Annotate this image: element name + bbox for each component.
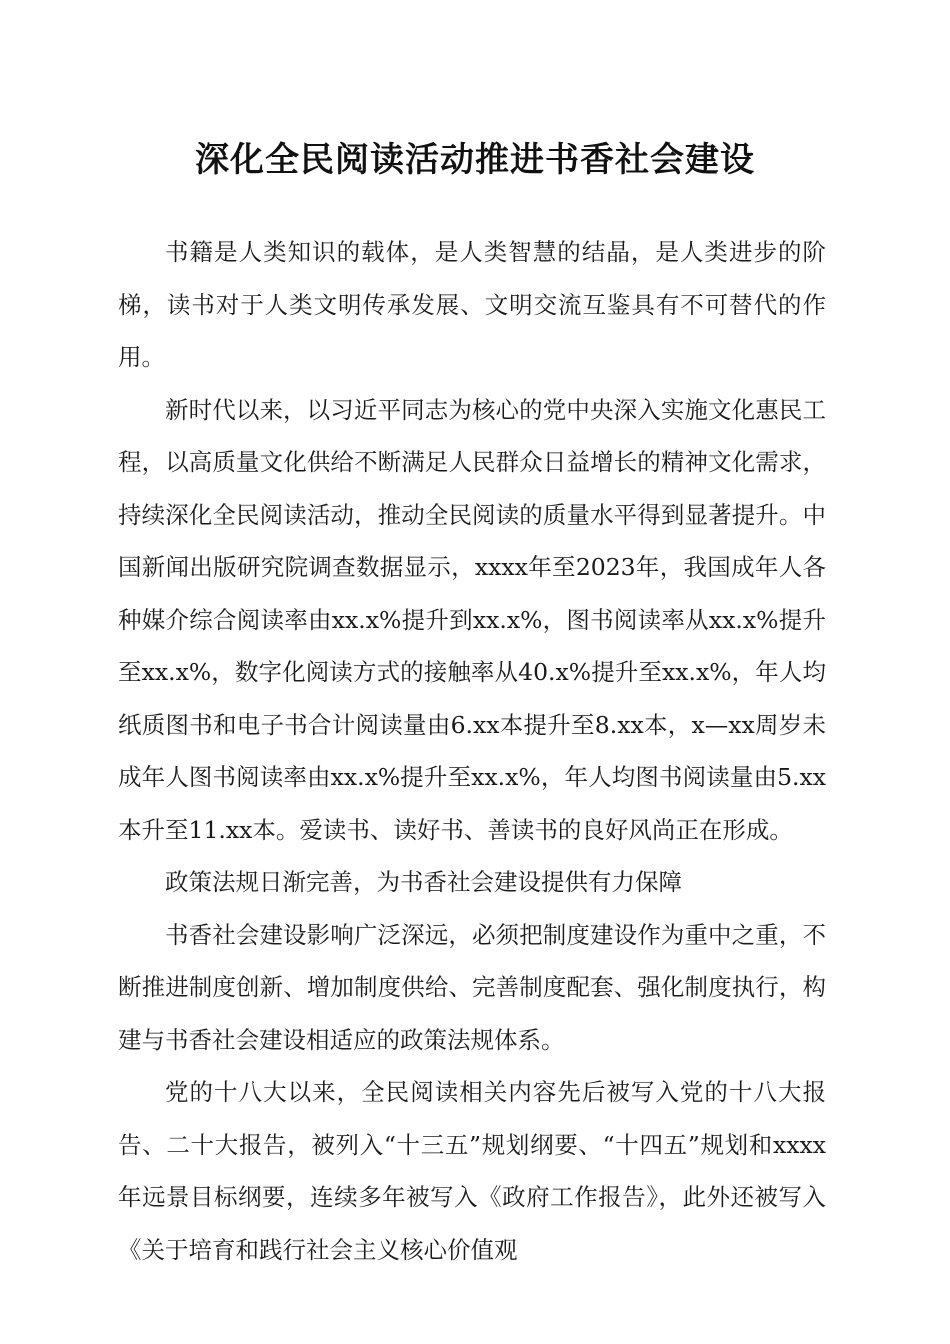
- paragraph: 书籍是人类知识的载体，是人类智慧的结晶，是人类进步的阶梯，读书对于人类文明传承发展、文明交流互鉴具有不可替代的作用。: [118, 238, 826, 371]
- document-title: 深化全民阅读活动推进书香社会建设: [195, 140, 755, 180]
- document-body: [118, 226, 826, 1276]
- paragraph: 党的十八大以来，全民阅读相关内容先后被写入党的十八大报告、二十大报告，被列入“十三五”规划纲要、“十四五”规划和xxxx年远景目标纲要，连续多年被写入《政府工作报告》，此外还被写入《关于培育和践行社会主义核心价值观: [118, 1078, 826, 1264]
- paragraph: 新时代以来，以习近平同志为核心的党中央深入实施文化惠民工程，以高质量文化供给不断满足人民群众日益增长的精神文化需求，持续深化全民阅读活动，推动全民阅读的质量水平得到显著提升。中国新闻出版研究院调查数据显示，xxxx年至2023年，我国成年人各种媒介综合阅读率由xx.x%提升到xx.x%，图书阅读率从xx.x%提升至xx.x%，数字化阅读方式的接触率从40.x%提升至xx.x%，年人均纸质图书和电子书合计阅读量由6.xx本提升至8.xx本，x—xx周岁未成年人图书阅读率由xx.x%提升至xx.x%，年人均图书阅读量由5.xx本升至11.xx本。爱读书、读好书、善读书的良好风尚正在形成。: [118, 395, 826, 844]
- section-heading: 政策法规日渐完善，为书香社会建设提供有力保障: [165, 868, 682, 896]
- paragraph: 书香社会建设影响广泛深远，必须把制度建设作为重中之重，不断推进制度创新、增加制度供给、完善制度配套、强化制度执行，构建与书香社会建设相适应的政策法规体系。: [118, 920, 826, 1054]
